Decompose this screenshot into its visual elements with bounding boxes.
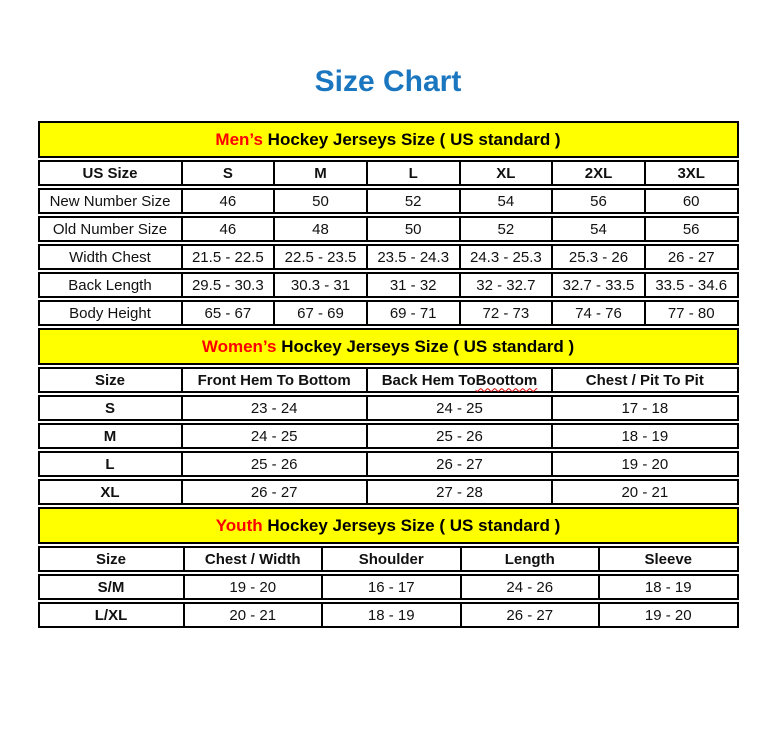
value-cell: 23.5 - 24.3 [366,246,459,268]
value-cell: 54 [551,218,644,240]
header-cell: Front Hem To Bottom [181,369,366,391]
header-cell: Chest / Pit To Pit [551,369,736,391]
women-band-highlight: Women’s [201,336,277,356]
table-row [38,451,739,477]
header-cell: 2XL [551,162,644,184]
value-cell: 25.3 - 26 [551,246,644,268]
women-band [38,328,739,365]
document-page [0,64,776,756]
header-cell: Shoulder [321,548,460,570]
value-cell: 17 - 18 [551,397,736,419]
header-cell: L [366,162,459,184]
women-size-table [38,328,739,505]
value-cell: 69 - 71 [366,302,459,324]
youth-band [38,507,739,544]
value-cell: 32 - 32.7 [459,274,552,296]
row-label-cell: Width Chest [69,248,151,266]
value-cell: 20 - 21 [183,604,322,626]
men-band-text: Hockey Jerseys Size ( US standard ) [262,129,561,149]
value-cell: 30.3 - 31 [273,274,366,296]
header-cell [366,369,551,391]
row-label-cell: S/M [97,578,125,596]
value-cell: 74 - 76 [551,302,644,324]
value-cell: 24 - 25 [366,397,551,419]
row-label-cell: XL [100,483,120,501]
value-cell: 19 - 20 [183,576,322,598]
value-cell: 72 - 73 [459,302,552,324]
table-row [38,479,739,505]
value-cell: 52 [459,218,552,240]
header-cell: Size [95,550,126,568]
misspelled-word: Boottom [475,371,538,389]
value-cell: 52 [366,190,459,212]
youth-size-table [38,507,739,628]
value-cell: 18 - 19 [598,576,737,598]
value-cell: 50 [366,218,459,240]
row-label-cell: L/XL [94,606,128,624]
value-cell: 22.5 - 23.5 [273,246,366,268]
header-cell: XL [459,162,552,184]
value-cell: 56 [644,218,737,240]
table-row [38,574,739,600]
value-cell: 25 - 26 [181,453,366,475]
value-cell: 60 [644,190,737,212]
value-cell: 18 - 19 [551,425,736,447]
header-cell: US Size [82,164,138,182]
size-chart-tables [38,121,739,628]
header-cell: 3XL [644,162,737,184]
value-cell: 16 - 17 [321,576,460,598]
youth-band-highlight: Youth [215,515,263,535]
value-cell: 65 - 67 [181,302,274,324]
value-cell: 29.5 - 30.3 [181,274,274,296]
header-cell: Sleeve [598,548,737,570]
row-label-cell: Back Length [68,276,152,294]
value-cell: 26 - 27 [644,246,737,268]
men-band [38,121,739,158]
row-label-cell: Body Height [69,304,151,322]
value-cell: 26 - 27 [181,481,366,503]
table-row [38,244,739,270]
page-title: Size Chart [314,65,462,98]
women-header-row [38,367,739,393]
value-cell: 20 - 21 [551,481,736,503]
header-cell: Length [460,548,599,570]
value-cell: 25 - 26 [366,425,551,447]
men-header-row [38,160,739,186]
header-cell: Chest / Width [183,548,322,570]
value-cell: 54 [459,190,552,212]
value-cell: 27 - 28 [366,481,551,503]
youth-band-text: Hockey Jerseys Size ( US standard ) [262,515,561,535]
value-cell: 31 - 32 [366,274,459,296]
value-cell: 18 - 19 [321,604,460,626]
value-cell: 46 [181,190,274,212]
men-size-table [38,121,739,326]
value-cell: 24 - 26 [460,576,599,598]
value-cell: 26 - 27 [460,604,599,626]
row-label-cell: S [104,399,115,417]
table-row [38,300,739,326]
value-cell: 21.5 - 22.5 [181,246,274,268]
table-row [38,272,739,298]
value-cell: 50 [273,190,366,212]
row-label-cell: L [105,455,115,473]
header-cell: Size [94,371,125,389]
table-row [38,188,739,214]
value-cell: 56 [551,190,644,212]
value-cell: 26 - 27 [366,453,551,475]
value-cell: 19 - 20 [598,604,737,626]
table-row [38,395,739,421]
row-label-cell: New Number Size [49,192,171,210]
value-cell: 24.3 - 25.3 [459,246,552,268]
value-cell: 46 [181,218,274,240]
header-cell-text: Back Hem To [381,371,476,389]
value-cell: 48 [273,218,366,240]
value-cell: 19 - 20 [551,453,736,475]
value-cell: 23 - 24 [181,397,366,419]
table-row [38,423,739,449]
value-cell: 77 - 80 [644,302,737,324]
women-band-text: Hockey Jerseys Size ( US standard ) [276,336,575,356]
value-cell: 67 - 69 [273,302,366,324]
header-cell: M [273,162,366,184]
men-band-highlight: Men’s [215,129,263,149]
table-row [38,602,739,628]
row-label-cell: M [103,427,117,445]
header-cell: S [181,162,274,184]
table-row [38,216,739,242]
value-cell: 32.7 - 33.5 [551,274,644,296]
youth-header-row [38,546,739,572]
value-cell: 33.5 - 34.6 [644,274,737,296]
row-label-cell: Old Number Size [52,220,168,238]
value-cell: 24 - 25 [181,425,366,447]
